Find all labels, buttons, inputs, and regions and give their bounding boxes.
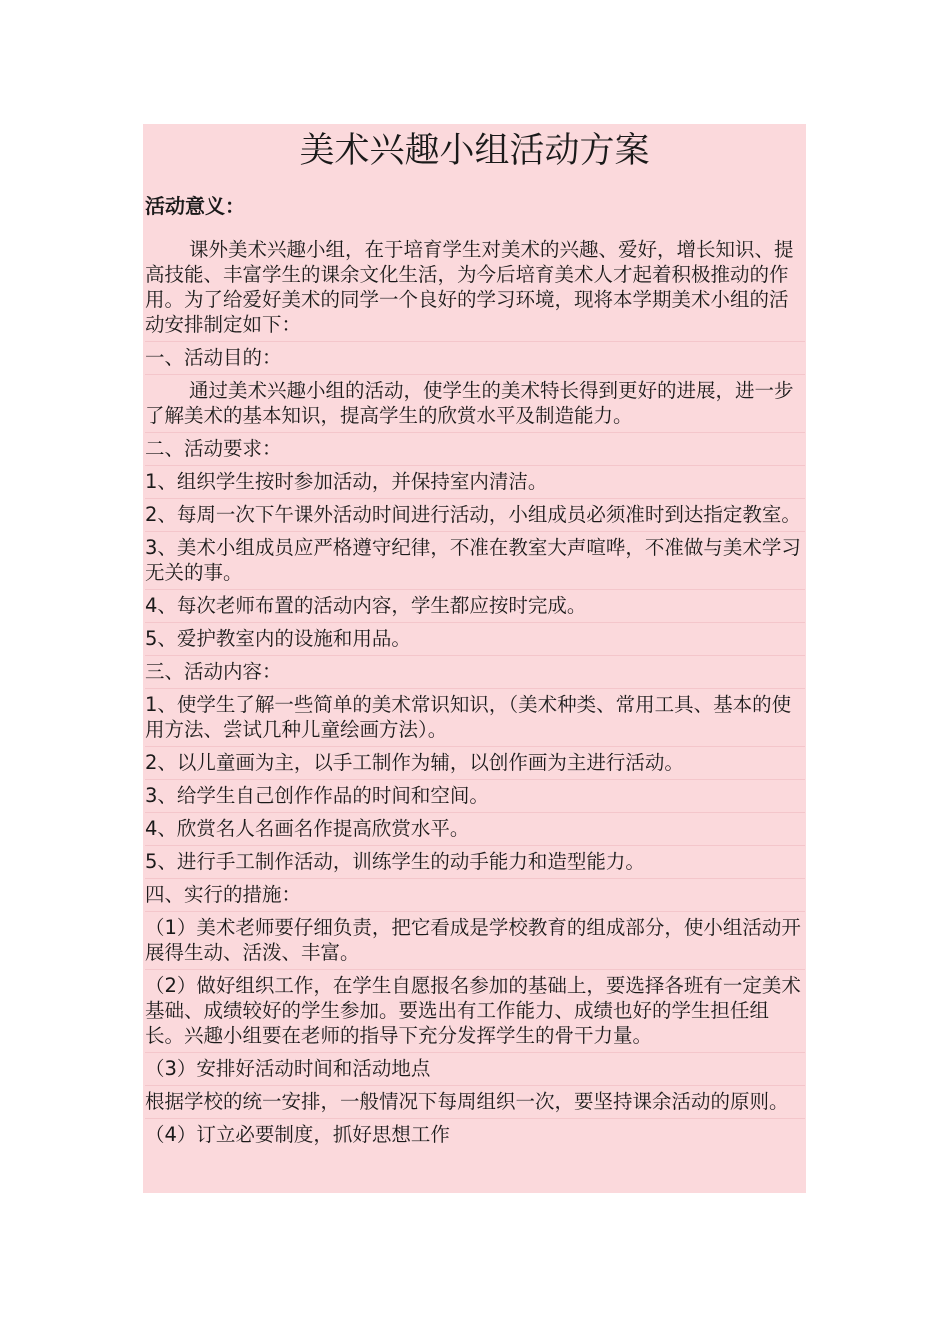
paragraph: 三、活动内容： <box>145 656 805 689</box>
paragraph: 课外美术兴趣小组，在于培育学生对美术的兴趣、爱好，增长知识、提高技能、丰富学生的课余文化生活，为今后培育美术人才起着积极推动的作用。为了给爱好美术的同学一个良好的学习环境，现将本学期美术小组的活动安排制定如下： <box>145 234 805 342</box>
document-page <box>143 124 806 1193</box>
paragraph: 3、美术小组成员应严格遵守纪律，不准在教室大声喧哗，不准做与美术学习无关的事。 <box>145 532 805 590</box>
paragraph: 3、给学生自己创作作品的时间和空间。 <box>145 780 805 813</box>
paragraph: 通过美术兴趣小组的活动，使学生的美术特长得到更好的进展，进一步了解美术的基本知识，提高学生的欣赏水平及制造能力。 <box>145 375 805 433</box>
paragraph: （3）安排好活动时间和活动地点 <box>145 1053 805 1086</box>
paragraph: 1、组织学生按时参加活动，并保持室内清洁。 <box>145 466 805 499</box>
paragraph: （1）美术老师要仔细负责，把它看成是学校教育的组成部分，使小组活动开展得生动、活泼、丰富。 <box>145 912 805 970</box>
paragraph: 5、爱护教室内的设施和用品。 <box>145 623 805 656</box>
paragraph: 4、欣赏名人名画名作提高欣赏水平。 <box>145 813 805 846</box>
paragraph: 四、实行的措施： <box>145 879 805 912</box>
document-body <box>145 234 805 1151</box>
paragraph: （2）做好组织工作，在学生自愿报名参加的基础上，要选择各班有一定美术基础、成绩较好的学生参加。要选出有工作能力、成绩也好的学生担任组长。兴趣小组要在老师的指导下充分发挥学生的骨干力量。 <box>145 970 805 1053</box>
section-heading: 活动意义： <box>145 194 245 218</box>
paragraph: 一、活动目的： <box>145 342 805 375</box>
paragraph: 1、使学生了解一些简单的美术常识知识，（美术种类、常用工具、基本的使用方法、尝试几种儿童绘画方法）。 <box>145 689 805 747</box>
paragraph: 2、以儿童画为主，以手工制作为辅，以创作画为主进行活动。 <box>145 747 805 780</box>
paragraph: 5、进行手工制作活动，训练学生的动手能力和造型能力。 <box>145 846 805 879</box>
paragraph: 二、活动要求： <box>145 433 805 466</box>
paragraph: 根据学校的统一安排，一般情况下每周组织一次，要坚持课余活动的原则。 <box>145 1086 805 1119</box>
paragraph: （4）订立必要制度，抓好思想工作 <box>145 1123 450 1146</box>
document-title: 美术兴趣小组活动方案 <box>299 131 650 171</box>
paragraph: 2、每周一次下午课外活动时间进行活动，小组成员必须准时到达指定教室。 <box>145 499 805 532</box>
paragraph: 4、每次老师布置的活动内容，学生都应按时完成。 <box>145 590 805 623</box>
